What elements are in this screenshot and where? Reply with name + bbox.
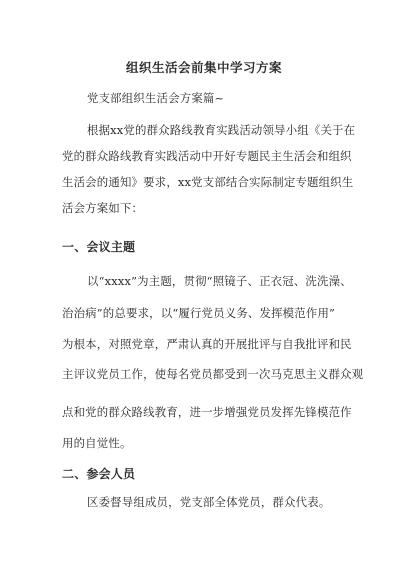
paragraph-line: 点和党的群众路线教育，进一步增强党员发挥先锋模范作 bbox=[62, 405, 352, 419]
document-subtitle: 党支部组织生活会方案篇~ bbox=[87, 91, 225, 105]
section-heading-meeting-theme: 一、会议主题 bbox=[62, 240, 136, 254]
paragraph-line: 党的群众路线教育实践活动中开好专题民主生活会和组织 bbox=[62, 149, 352, 163]
document-title: 组织生活会前集中学习方案 bbox=[125, 60, 282, 75]
paragraph-line: 以“xxxx”为主题，贯彻“照镜子、正衣冠、洗洗澡、 bbox=[87, 274, 352, 288]
paragraph-line: 为根本，对照党章，严肃认真的开展批评与自我批评和民 bbox=[62, 337, 352, 351]
paragraph-line: 治治病”的总要求，以“履行党员义务、发挥模范作用” bbox=[62, 306, 336, 320]
paragraph-line: 区委督导组成员，党支部全体党员，群众代表。 bbox=[87, 495, 331, 509]
paragraph-line: 根据xx党的群众路线教育实践活动领导小组《关于在 bbox=[87, 123, 356, 137]
paragraph-line: 主评议党员工作，使每名党员都受到一次马克思主义群众观 bbox=[62, 367, 364, 381]
section-heading-attendees: 二、参会人员 bbox=[62, 467, 136, 481]
paragraph-line: 生活会的通知》要求，xx党支部结合实际制定专题组织生 bbox=[62, 175, 354, 189]
paragraph-line: 用的自觉性。 bbox=[62, 436, 132, 450]
paragraph-line: 活会方案如下： bbox=[62, 201, 144, 215]
